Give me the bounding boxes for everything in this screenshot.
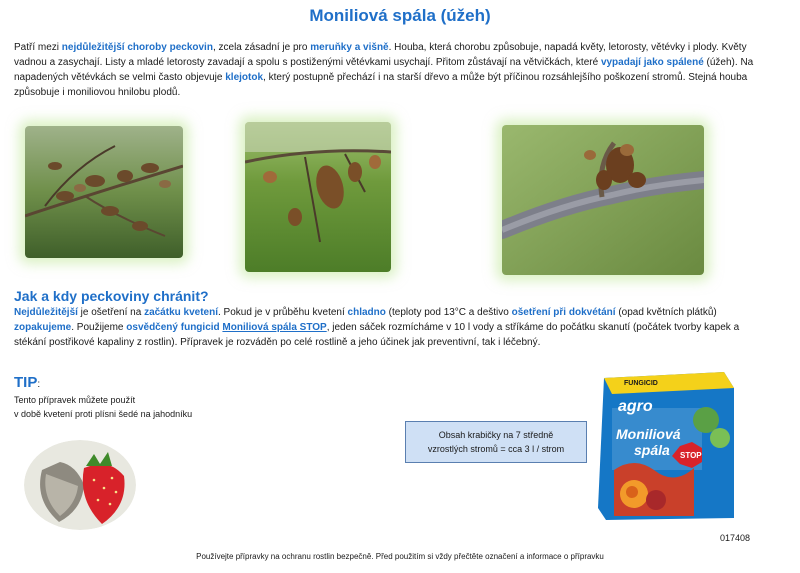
text: , který postupně přechází i na starší dřevo a může být příčinou rozsáhlejšího poškození stromů. Stejná houba způsobuje i moniliovou hnilobu plodů. xyxy=(14,72,748,98)
tip-label: TIP xyxy=(14,374,38,391)
highlight: začátku kvetení xyxy=(144,307,218,318)
intro-paragraph xyxy=(14,40,774,100)
product-category: FUNGICID xyxy=(624,380,658,387)
infobox-line: vzrostlých stromů = cca 3 l / strom xyxy=(427,444,565,454)
text: Patří mezi xyxy=(14,42,62,53)
text: (teploty pod 13°C a deštivo xyxy=(385,307,512,318)
photo-strawberries xyxy=(24,440,136,530)
text: (opad květních plátků) xyxy=(615,307,717,318)
text: , jeden sáček rozmícháme v 10 l vody a stříkáme do počátku skanutí (počátek tvorby kapek a stékání postřikové kapaliny z rostlin). Přípravek je rozváděn po celé rostlině a jeho účinek jak preventivní, tak i léčebný. xyxy=(14,322,740,348)
text: (úžeh). Na napadených větévkách se velmi často objevuje xyxy=(14,57,754,83)
highlight: meruňky a višně xyxy=(310,42,389,53)
text: , zcela zásadní je pro xyxy=(212,42,311,53)
product-package xyxy=(594,368,740,523)
highlight: nejdůležitější choroby peckovin xyxy=(61,42,213,53)
text: je ošetření na xyxy=(77,307,145,318)
highlight: osvědčený fungicid xyxy=(126,322,220,333)
highlight: chladno xyxy=(347,307,386,318)
product-code: 017408 xyxy=(720,533,751,543)
highlight: ošetření při dokvétání xyxy=(511,307,616,318)
page-title: Moniliová spála (úžeh) xyxy=(309,6,491,25)
highlight: Nejdůležitější xyxy=(14,307,78,318)
photo-dried-leaves xyxy=(245,122,391,272)
photo-branch-gummosis xyxy=(502,125,704,275)
tip-line: Tento přípravek můžete použít xyxy=(14,395,136,405)
photo-withered-twigs xyxy=(25,126,183,258)
product-name: spála xyxy=(634,442,670,458)
infobox-line: Obsah krabičky na 7 středně xyxy=(438,430,554,440)
product-name: Moniliová xyxy=(616,426,681,442)
section-title: Jak a kdy peckoviny chránit? xyxy=(14,288,209,304)
highlight: zopakujeme xyxy=(14,322,72,333)
tip-text xyxy=(14,393,192,421)
product-link[interactable]: Moniliová spála STOP xyxy=(222,322,327,333)
text: . Pokud je v průběhu kvetení xyxy=(218,307,348,318)
brand-logo: agro xyxy=(618,398,653,415)
tip-heading xyxy=(14,374,40,391)
text: . Houba, která chorobu způsobuje, napadá květy, letorosty, větévky i plody. Květy vadnou a zasychají. Listy a mladé letorosty zavadají a spolu s postiženými větévkami usychají. Přitom zůstávají na větvičkách, které xyxy=(14,42,747,68)
protection-paragraph xyxy=(14,305,774,350)
stop-badge: STOP xyxy=(680,451,702,460)
tip-colon: : xyxy=(37,379,41,390)
highlight: vypadají jako spálené xyxy=(600,57,704,68)
box-contents-note xyxy=(405,421,587,463)
footer-note: Používejte přípravky na ochranu rostlin bezpečně. Před použitím si vždy přečtěte označení a informace o přípravku xyxy=(196,552,604,561)
highlight: klejotok xyxy=(225,72,264,83)
text: . Použijeme xyxy=(71,322,127,333)
tip-line: v době kvetení proti plísni šedé na jahodníku xyxy=(14,409,193,419)
